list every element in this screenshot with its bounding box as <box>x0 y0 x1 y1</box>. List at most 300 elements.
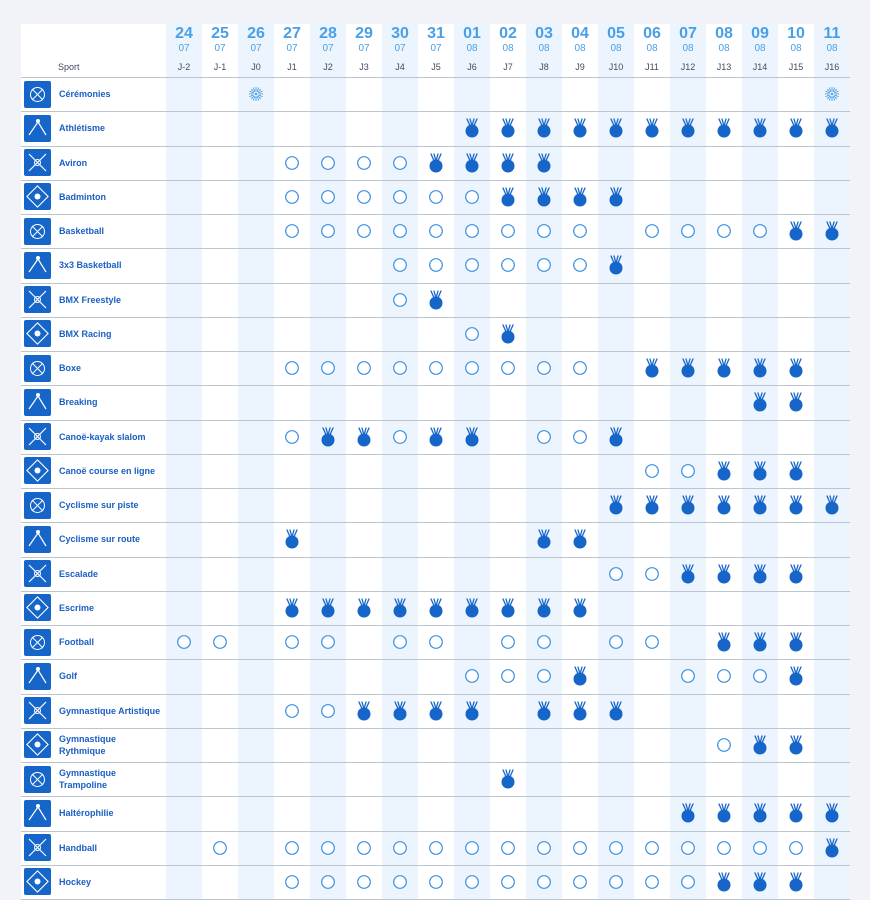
sport-row <box>21 147 850 181</box>
sport-row <box>21 523 850 557</box>
competition-circle-icon <box>500 666 516 686</box>
medal-event-icon <box>464 427 480 447</box>
medal-event-icon <box>644 358 660 378</box>
competition-circle-icon <box>320 221 336 241</box>
athletics-icon <box>24 115 51 142</box>
competition-circle-icon <box>608 564 624 584</box>
competition-circle-icon <box>788 838 804 858</box>
competition-circle-icon <box>428 255 444 275</box>
sport-row <box>21 592 850 626</box>
month-number: 07 <box>430 43 442 54</box>
competition-circle-icon <box>284 153 300 173</box>
road-cycling-icon <box>24 526 51 553</box>
competition-circle-icon <box>716 735 732 755</box>
competition-circle-icon <box>464 221 480 241</box>
breaking-icon <box>24 389 51 416</box>
canoe-slalom-icon <box>24 423 51 450</box>
day-number: 04 <box>571 25 589 42</box>
day-number: 30 <box>391 25 409 42</box>
competition-circle-icon <box>500 255 516 275</box>
medal-event-icon <box>284 598 300 618</box>
sport-name: Escalade <box>59 568 99 579</box>
football-icon <box>24 629 51 656</box>
sport-row <box>21 797 850 831</box>
competition-circle-icon <box>284 187 300 207</box>
competition-circle-icon <box>572 221 588 241</box>
competition-circle-icon <box>392 187 408 207</box>
competition-day-code: J13 <box>716 62 732 72</box>
month-number: 08 <box>790 43 802 54</box>
month-number: 08 <box>646 43 658 54</box>
basketball-icon <box>24 218 51 245</box>
competition-circle-icon <box>428 872 444 892</box>
competition-day-code: J1 <box>287 62 297 72</box>
medal-event-icon <box>788 872 804 892</box>
medal-event-icon <box>788 118 804 138</box>
day-header <box>202 24 238 76</box>
competition-circle-icon <box>752 838 768 858</box>
competition-day-code: J14 <box>752 62 768 72</box>
medal-event-icon <box>680 564 696 584</box>
competition-circle-icon <box>464 358 480 378</box>
competition-circle-icon <box>716 666 732 686</box>
competition-circle-icon <box>680 872 696 892</box>
competition-circle-icon <box>284 221 300 241</box>
medal-event-icon <box>428 290 444 310</box>
month-number: 07 <box>322 43 334 54</box>
competition-circle-icon <box>716 838 732 858</box>
medal-event-icon <box>500 187 516 207</box>
canoe-sprint-icon <box>24 457 51 484</box>
competition-circle-icon <box>464 838 480 858</box>
competition-circle-icon <box>536 838 552 858</box>
sport-name: Cérémonies <box>59 89 111 100</box>
medal-event-icon <box>428 598 444 618</box>
competition-circle-icon <box>212 838 228 858</box>
competition-day-code: J3 <box>359 62 369 72</box>
competition-circle-icon <box>572 872 588 892</box>
medal-event-icon <box>752 564 768 584</box>
medal-event-icon <box>572 701 588 721</box>
medal-event-icon <box>356 701 372 721</box>
sport-name: Boxe <box>59 363 82 374</box>
day-number: 25 <box>211 25 229 42</box>
competition-circle-icon <box>464 872 480 892</box>
competition-circle-icon <box>464 666 480 686</box>
day-header <box>238 24 274 76</box>
sport-row <box>21 249 850 283</box>
competition-circle-icon <box>356 187 372 207</box>
rhythmic-gymnastics-icon <box>24 731 51 758</box>
golf-icon <box>24 663 51 690</box>
sport-name: BMX Racing <box>59 328 112 339</box>
medal-event-icon <box>824 118 840 138</box>
day-header <box>670 24 706 76</box>
day-number: 24 <box>175 25 193 42</box>
medal-event-icon <box>680 358 696 378</box>
medal-event-icon <box>824 838 840 858</box>
sport-row <box>21 660 850 694</box>
medal-event-icon <box>680 118 696 138</box>
medal-event-icon <box>356 598 372 618</box>
competition-circle-icon <box>392 427 408 447</box>
competition-circle-icon <box>392 153 408 173</box>
hockey-icon <box>24 868 51 895</box>
medal-event-icon <box>716 461 732 481</box>
day-header <box>454 24 490 76</box>
competition-circle-icon <box>536 632 552 652</box>
medal-event-icon <box>716 118 732 138</box>
day-header <box>526 24 562 76</box>
competition-day-code: J9 <box>575 62 585 72</box>
day-header <box>814 24 850 76</box>
competition-circle-icon <box>392 838 408 858</box>
medal-event-icon <box>752 461 768 481</box>
month-number: 08 <box>682 43 694 54</box>
competition-circle-icon <box>392 872 408 892</box>
medal-event-icon <box>680 803 696 823</box>
sport-name: Handball <box>59 842 98 853</box>
competition-day-code: J2 <box>323 62 333 72</box>
competition-circle-icon <box>356 358 372 378</box>
medal-event-icon <box>716 495 732 515</box>
medal-event-icon <box>752 118 768 138</box>
sport-name: Gymnastique Rythmique <box>59 733 117 756</box>
competition-circle-icon <box>392 221 408 241</box>
medal-event-icon <box>500 324 516 344</box>
medal-event-icon <box>680 495 696 515</box>
competition-circle-icon <box>284 872 300 892</box>
month-number: 08 <box>538 43 550 54</box>
competition-circle-icon <box>392 255 408 275</box>
medal-event-icon <box>752 803 768 823</box>
competition-day-code: J-1 <box>213 62 227 72</box>
month-number: 07 <box>250 43 262 54</box>
competition-circle-icon <box>464 187 480 207</box>
competition-circle-icon <box>500 358 516 378</box>
medal-event-icon <box>824 221 840 241</box>
competition-circle-icon <box>572 838 588 858</box>
competition-circle-icon <box>752 666 768 686</box>
medal-event-icon <box>644 495 660 515</box>
competition-circle-icon <box>500 632 516 652</box>
competition-day-code: J15 <box>788 62 804 72</box>
day-number: 10 <box>787 25 805 42</box>
medal-event-icon <box>752 872 768 892</box>
medal-event-icon <box>716 358 732 378</box>
month-number: 08 <box>466 43 478 54</box>
month-number: 07 <box>286 43 298 54</box>
medal-event-icon <box>320 598 336 618</box>
medal-event-icon <box>716 564 732 584</box>
medal-event-icon <box>608 495 624 515</box>
medal-event-icon <box>788 392 804 412</box>
medal-event-icon <box>788 564 804 584</box>
competition-day-code: J11 <box>645 62 659 72</box>
competition-circle-icon <box>428 838 444 858</box>
competition-circle-icon <box>536 358 552 378</box>
day-header <box>310 24 346 76</box>
competition-circle-icon <box>320 632 336 652</box>
competition-circle-icon <box>392 358 408 378</box>
climbing-icon <box>24 560 51 587</box>
competition-circle-icon <box>644 564 660 584</box>
day-number: 05 <box>607 25 625 42</box>
competition-circle-icon <box>320 838 336 858</box>
day-header <box>490 24 526 76</box>
badminton-icon <box>24 183 51 210</box>
competition-circle-icon <box>644 461 660 481</box>
day-header <box>742 24 778 76</box>
competition-circle-icon <box>356 221 372 241</box>
competition-circle-icon <box>392 632 408 652</box>
medal-event-icon <box>752 392 768 412</box>
competition-circle-icon <box>608 632 624 652</box>
medal-event-icon <box>716 803 732 823</box>
sport-row <box>21 386 850 420</box>
competition-circle-icon <box>392 290 408 310</box>
medal-event-icon <box>788 735 804 755</box>
medal-event-icon <box>824 495 840 515</box>
competition-day-code: J12 <box>680 62 696 72</box>
sport-row <box>21 695 850 729</box>
day-header <box>418 24 454 76</box>
day-header <box>346 24 382 76</box>
competition-circle-icon <box>536 666 552 686</box>
competition-circle-icon <box>536 221 552 241</box>
sport-name: Gymnastique Trampoline <box>59 768 117 791</box>
medal-event-icon <box>464 153 480 173</box>
day-number: 07 <box>679 25 697 42</box>
day-header <box>382 24 418 76</box>
sport-name: BMX Freestyle <box>59 294 122 305</box>
medal-event-icon <box>572 598 588 618</box>
medal-event-icon <box>716 872 732 892</box>
competition-circle-icon <box>356 872 372 892</box>
sport-row <box>21 489 850 523</box>
competition-circle-icon <box>284 838 300 858</box>
medal-event-icon <box>752 735 768 755</box>
competition-circle-icon <box>536 255 552 275</box>
bmx-racing-icon <box>24 320 51 347</box>
sport-name: Escrime <box>59 602 95 613</box>
competition-circle-icon <box>464 324 480 344</box>
competition-circle-icon <box>284 632 300 652</box>
medal-event-icon <box>392 701 408 721</box>
sport-name: Breaking <box>59 397 98 408</box>
medal-event-icon <box>824 803 840 823</box>
medal-event-icon <box>608 187 624 207</box>
medal-event-icon <box>536 598 552 618</box>
sport-name: Football <box>59 637 94 648</box>
competition-day-code: J5 <box>431 62 441 72</box>
day-header <box>562 24 598 76</box>
competition-day-code: J10 <box>608 62 624 72</box>
bmx-freestyle-icon <box>24 286 51 313</box>
medal-event-icon <box>788 495 804 515</box>
competition-circle-icon <box>536 427 552 447</box>
day-number: 27 <box>283 25 301 42</box>
medal-event-icon <box>500 153 516 173</box>
competition-circle-icon <box>500 221 516 241</box>
sport-name: Badminton <box>59 191 106 202</box>
sport-name: Athlétisme <box>59 123 106 134</box>
day-number: 09 <box>751 25 769 42</box>
sport-row <box>21 318 850 352</box>
medal-event-icon <box>320 427 336 447</box>
fireworks-icon <box>248 84 264 104</box>
medal-event-icon <box>788 358 804 378</box>
competition-circle-icon <box>320 358 336 378</box>
medal-event-icon <box>536 153 552 173</box>
competition-day-code: J0 <box>251 62 261 72</box>
medal-event-icon <box>608 427 624 447</box>
medal-event-icon <box>572 529 588 549</box>
day-header <box>706 24 742 76</box>
boxing-icon <box>24 355 51 382</box>
sport-name: Basketball <box>59 226 105 237</box>
rowing-icon <box>24 149 51 176</box>
medal-event-icon <box>608 255 624 275</box>
competition-circle-icon <box>320 701 336 721</box>
competition-circle-icon <box>644 221 660 241</box>
sport-name: 3x3 Basketball <box>59 260 122 271</box>
medal-event-icon <box>572 666 588 686</box>
medal-event-icon <box>536 529 552 549</box>
competition-day-code: J6 <box>467 62 477 72</box>
competition-day-code: J4 <box>395 62 405 72</box>
sport-name: Hockey <box>59 876 92 887</box>
competition-circle-icon <box>536 872 552 892</box>
competition-circle-icon <box>680 461 696 481</box>
sport-name: Gymnastique Artistique <box>59 705 161 716</box>
medal-event-icon <box>716 632 732 652</box>
day-number: 08 <box>715 25 733 42</box>
day-header <box>634 24 670 76</box>
competition-circle-icon <box>680 221 696 241</box>
medal-event-icon <box>392 598 408 618</box>
month-number: 08 <box>502 43 514 54</box>
competition-circle-icon <box>428 221 444 241</box>
day-number: 03 <box>535 25 553 42</box>
competition-circle-icon <box>320 153 336 173</box>
month-number: 07 <box>358 43 370 54</box>
sport-row <box>21 763 850 797</box>
sport-row <box>21 558 850 592</box>
competition-circle-icon <box>500 872 516 892</box>
day-number: 26 <box>247 25 265 42</box>
month-number: 08 <box>754 43 766 54</box>
handball-icon <box>24 834 51 861</box>
medal-event-icon <box>284 529 300 549</box>
day-header <box>778 24 814 76</box>
artistic-gymnastics-icon <box>24 697 51 724</box>
day-number: 29 <box>355 25 373 42</box>
competition-circle-icon <box>680 838 696 858</box>
competition-circle-icon <box>284 358 300 378</box>
medal-event-icon <box>572 118 588 138</box>
sport-row <box>21 112 850 146</box>
competition-circle-icon <box>572 255 588 275</box>
medal-event-icon <box>536 187 552 207</box>
competition-circle-icon <box>716 221 732 241</box>
medal-event-icon <box>788 666 804 686</box>
medal-event-icon <box>788 221 804 241</box>
sport-row <box>21 455 850 489</box>
track-cycling-icon <box>24 492 51 519</box>
sport-row <box>21 421 850 455</box>
medal-event-icon <box>464 598 480 618</box>
sport-column-header: Sport <box>58 62 80 72</box>
medal-event-icon <box>608 118 624 138</box>
competition-circle-icon <box>464 255 480 275</box>
day-number: 02 <box>499 25 517 42</box>
medal-event-icon <box>428 701 444 721</box>
competition-circle-icon <box>572 427 588 447</box>
competition-circle-icon <box>284 701 300 721</box>
schedule-grid <box>21 24 850 900</box>
medal-event-icon <box>428 153 444 173</box>
competition-circle-icon <box>428 358 444 378</box>
competition-circle-icon <box>608 838 624 858</box>
competition-circle-icon <box>176 632 192 652</box>
competition-day-code: J7 <box>503 62 513 72</box>
sport-row <box>21 284 850 318</box>
medal-event-icon <box>500 769 516 789</box>
day-header <box>598 24 634 76</box>
month-number: 08 <box>610 43 622 54</box>
competition-circle-icon <box>608 872 624 892</box>
trampoline-icon <box>24 766 51 793</box>
competition-circle-icon <box>428 632 444 652</box>
competition-circle-icon <box>644 632 660 652</box>
competition-circle-icon <box>572 358 588 378</box>
competition-day-code: J-2 <box>177 62 191 72</box>
sport-name: Aviron <box>59 157 88 168</box>
day-number: 11 <box>823 25 841 42</box>
day-number: 28 <box>319 25 337 42</box>
day-number: 06 <box>643 25 661 42</box>
sport-name: Golf <box>59 671 77 682</box>
medal-event-icon <box>752 495 768 515</box>
weightlifting-icon <box>24 800 51 827</box>
competition-circle-icon <box>212 632 228 652</box>
competition-circle-icon <box>644 872 660 892</box>
competition-circle-icon <box>500 838 516 858</box>
sport-row <box>21 866 850 900</box>
olympic-schedule-sheet <box>21 24 850 900</box>
sport-name: Canoë-kayak slalom <box>59 431 146 442</box>
sport-name: Cyclisme sur route <box>59 534 141 545</box>
medal-event-icon <box>500 598 516 618</box>
month-number: 08 <box>574 43 586 54</box>
medal-event-icon <box>500 118 516 138</box>
sport-row <box>21 352 850 386</box>
competition-circle-icon <box>356 153 372 173</box>
competition-circle-icon <box>284 427 300 447</box>
competition-day-code: J16 <box>824 62 840 72</box>
sport-row <box>21 215 850 249</box>
medal-event-icon <box>536 701 552 721</box>
medal-event-icon <box>464 701 480 721</box>
competition-circle-icon <box>680 666 696 686</box>
medal-event-icon <box>608 701 624 721</box>
competition-circle-icon <box>428 187 444 207</box>
sport-name: Canoë course en ligne <box>59 465 156 476</box>
month-number: 07 <box>178 43 190 54</box>
sport-row <box>21 626 850 660</box>
competition-circle-icon <box>752 221 768 241</box>
